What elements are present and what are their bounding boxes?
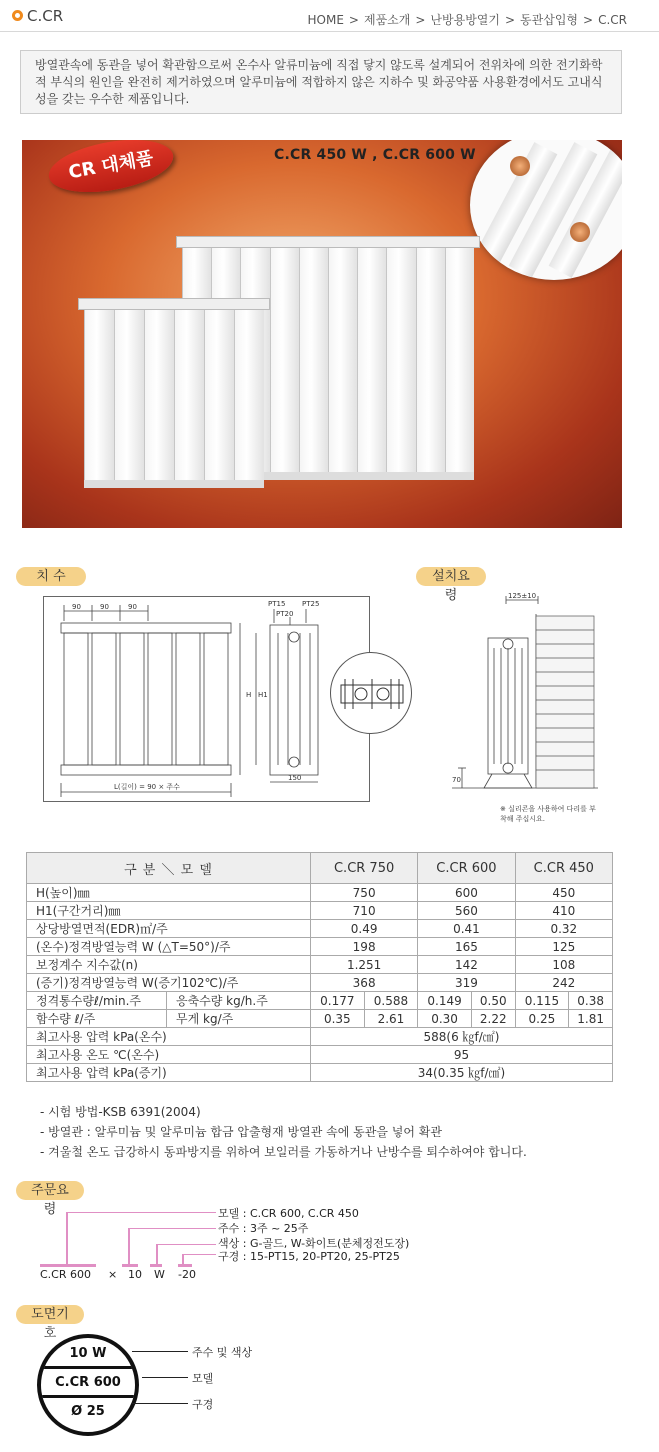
table-cell: 450 (515, 884, 612, 902)
table-header-model: C.CR 450 (515, 853, 612, 884)
table-cell: 0.49 (311, 920, 418, 938)
row-label: (온수)정격방열능력 W (△T=50°)/주 (27, 938, 311, 956)
row-label: (증기)정격방열능력 W(증기102℃)/주 (27, 974, 311, 992)
table-cell: 108 (515, 956, 612, 974)
table-cell: 0.30 (418, 1010, 472, 1028)
note-item: - 방열관 : 알루미늄 및 알루미늄 합금 압출형재 방열관 속에 동관을 넣어 확관 (40, 1125, 442, 1139)
product-photo (22, 140, 622, 528)
table-cell: 0.41 (418, 920, 515, 938)
section-installation: 설치요령 (416, 567, 486, 586)
row-label: 함수량 ℓ/주 (27, 1010, 167, 1028)
order-code-color: W (154, 1268, 165, 1281)
page-title: C.CR (27, 7, 64, 25)
order-code-x: × (108, 1268, 118, 1281)
installation-drawing (448, 592, 604, 828)
drawing-symbol (32, 1330, 332, 1440)
table-cell: 0.588 (364, 992, 418, 1010)
row-label: 정격통수량ℓ/min.주 (27, 992, 167, 1010)
row-label: 최고사용 압력 kPa(증기) (27, 1064, 311, 1082)
symbol-label-bottom: 구경 (192, 1398, 214, 1411)
note-item: - 시험 방법-KSB 6391(2004) (40, 1105, 201, 1119)
breadcrumb-separator: > (348, 13, 359, 27)
pipe-cutaway-inset (470, 140, 622, 280)
table-cell: 560 (418, 902, 515, 920)
table-row (27, 956, 613, 974)
table-cell: 0.149 (418, 992, 472, 1010)
breadcrumb-separator: > (504, 13, 516, 27)
length-label: L(길이) = 90 × 주수 (114, 783, 180, 791)
pt15-label: PT15 (268, 600, 286, 608)
table-header-model: C.CR 750 (311, 853, 418, 884)
table-row (27, 974, 613, 992)
table-cell: 1.251 (311, 956, 418, 974)
table-row (27, 1046, 613, 1064)
table-cell: 198 (311, 938, 418, 956)
table-cell: 1.81 (569, 1010, 613, 1028)
pitch-label-1: 90 (72, 603, 81, 611)
order-code-diagram (32, 1204, 472, 1284)
table-cell: 710 (311, 902, 418, 920)
table-cell: 165 (418, 938, 515, 956)
order-code-size: -20 (178, 1268, 196, 1281)
symbol-circle (37, 1334, 139, 1436)
note-item: - 겨울철 온도 급강하시 동파방지를 위하여 보일러를 가동하거나 난방수를 퇴수하여야 합니다. (40, 1145, 527, 1159)
table-cell: 125 (515, 938, 612, 956)
breadcrumb-radiators[interactable]: 난방용방열기 (430, 13, 500, 27)
symbol-top: 10 W (69, 1346, 107, 1361)
table-cell: 0.35 (311, 1010, 365, 1028)
row-label: 최고사용 온도 ℃(온수) (27, 1046, 311, 1064)
table-row (27, 902, 613, 920)
row-label: 응축수량 kg/h.주 (167, 992, 311, 1010)
table-cell: 0.32 (515, 920, 612, 938)
table-header-row (27, 853, 613, 884)
row-label: H1(구간거리)㎜ (27, 902, 311, 920)
row-label: 최고사용 압력 kPa(온수) (27, 1028, 311, 1046)
intro-description: 방열관속에 동관을 넣어 확관함으로써 온수사 알류미늄에 직접 닿지 않도록 설계되어 전위차에 의한 전기화학적 부식의 원인을 완전히 제거하였으며 알루미늄에 적합하지 않은 지하수 및 화공약품 사용환경에서도 고내식성을 갖는 우수한 제품입니다. (20, 50, 622, 114)
title-bullet-icon (12, 10, 23, 21)
table-cell: 0.177 (311, 992, 365, 1010)
symbol-middle: C.CR 600 (55, 1375, 121, 1390)
spec-table (26, 852, 613, 1082)
table-cell: 0.38 (569, 992, 613, 1010)
order-size-line: 구경 : 15-PT15, 20-PT20, 25-PT25 (218, 1250, 400, 1263)
table-cell: 2.61 (364, 1010, 418, 1028)
pitch-label-3: 90 (128, 603, 137, 611)
order-code-count: 10 (128, 1268, 142, 1281)
breadcrumb (308, 11, 627, 28)
table-cell: 142 (418, 956, 515, 974)
table-row (27, 1028, 613, 1046)
section-symbol: 도면기호 (16, 1305, 84, 1324)
breadcrumb-separator: > (583, 13, 594, 27)
table-cell: 368 (311, 974, 418, 992)
table-cell: 2.22 (471, 1010, 515, 1028)
install-height-label: 70 (452, 776, 461, 784)
h1-label: H1 (258, 691, 268, 699)
table-row (27, 1064, 613, 1082)
breadcrumb-home[interactable]: HOME (307, 13, 344, 27)
photo-model-title: C.CR 450 W , C.CR 600 W (274, 147, 476, 163)
table-row (27, 992, 613, 1010)
order-model-line: 모델 : C.CR 600, C.CR 450 (218, 1207, 359, 1220)
row-label: 보정계수 지수값(n) (27, 956, 311, 974)
breadcrumb-current: C.CR (598, 13, 627, 27)
row-label: H(높이)㎜ (27, 884, 311, 902)
dimension-drawing (43, 596, 370, 802)
radiator-small (84, 298, 264, 488)
pt25-label: PT25 (302, 600, 320, 608)
symbol-label-top: 주수 및 색상 (192, 1346, 253, 1359)
table-cell: 410 (515, 902, 612, 920)
table-cell: 242 (515, 974, 612, 992)
order-code-model: C.CR 600 (40, 1268, 91, 1281)
install-note: ※ 실리콘을 사용하여 다리를 부착해 주십시요. (500, 805, 596, 823)
section-dimensions: 치 수 (16, 567, 86, 586)
page-header (0, 0, 659, 32)
table-cell: 588(6 ㎏f/㎠) (311, 1028, 613, 1046)
table-cell: 0.50 (471, 992, 515, 1010)
h-label: H (246, 691, 252, 699)
table-row (27, 884, 613, 902)
symbol-label-middle: 모델 (192, 1372, 214, 1385)
breadcrumb-separator: > (415, 13, 426, 27)
cross-section-detail (330, 652, 412, 734)
pt20-label: PT20 (276, 610, 294, 618)
install-offset-label: 125±10 (508, 592, 537, 600)
table-cell: 600 (418, 884, 515, 902)
table-cell: 0.115 (515, 992, 569, 1010)
order-color-line: 색상 : G-골드, W-화이트(분체정전도장) (218, 1237, 410, 1250)
table-header-model: C.CR 600 (418, 853, 515, 884)
symbol-bottom: Ø 25 (71, 1404, 105, 1419)
section-order: 주문요령 (16, 1181, 84, 1200)
row-label: 상당방열면적(EDR)㎡/주 (27, 920, 311, 938)
table-row (27, 1010, 613, 1028)
table-row (27, 938, 613, 956)
table-cell: 34(0.35 ㎏f/㎠) (311, 1064, 613, 1082)
table-cell: 95 (311, 1046, 613, 1064)
depth-label: 150 (288, 774, 302, 782)
notes-list (40, 1102, 527, 1162)
table-row (27, 920, 613, 938)
cr-replacement-badge: CR 대체품 (45, 140, 177, 201)
breadcrumb-products[interactable]: 제품소개 (363, 13, 411, 27)
pitch-label-2: 90 (100, 603, 109, 611)
table-header-label: 구 분 ＼ 모 델 (27, 853, 311, 884)
row-label: 무게 kg/주 (167, 1010, 311, 1028)
breadcrumb-copper-insert[interactable]: 동관삽입형 (520, 13, 579, 27)
table-cell: 750 (311, 884, 418, 902)
table-cell: 0.25 (515, 1010, 569, 1028)
order-count-line: 주수 : 3주 ~ 25주 (218, 1222, 309, 1235)
table-cell: 319 (418, 974, 515, 992)
